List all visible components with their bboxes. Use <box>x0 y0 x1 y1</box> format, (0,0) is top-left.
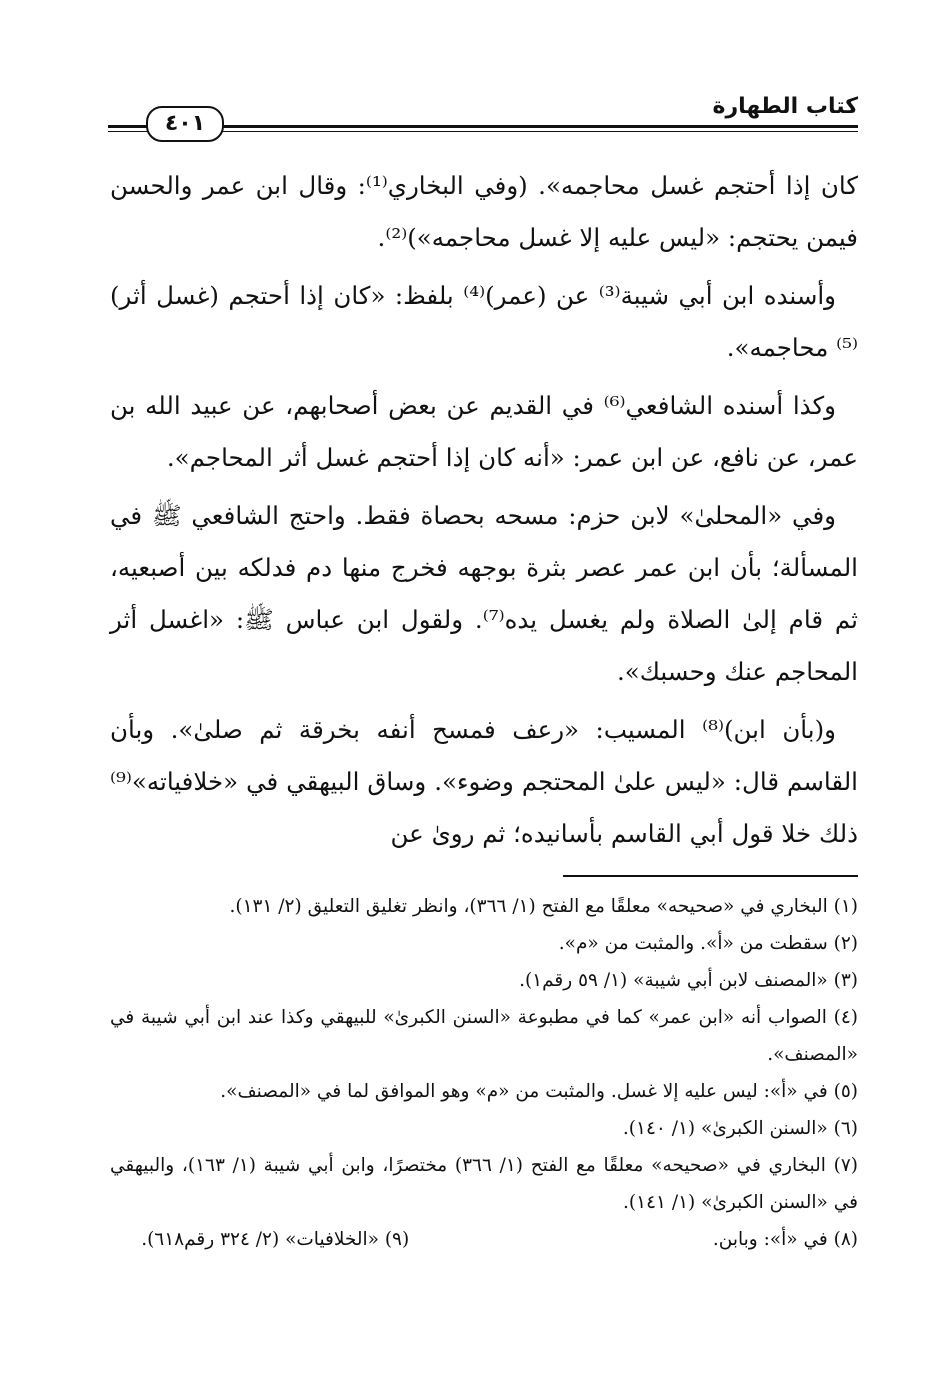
footnote: (٨) في «أ»: وبابن. <box>712 1229 858 1250</box>
footnote: (١) البخاري في «صحيحه» معلقًا مع الفتح (١/ ٣٦٦)، وانظر تغليق التعليق (٢/ ١٣١). <box>229 896 858 917</box>
footnote-pair <box>110 1221 858 1258</box>
footnote: (٦) «السنن الكبرىٰ» (١/ ١٤٠). <box>622 1118 858 1139</box>
footnote: (٢) سقطت من «أ». والمثبت من «م». <box>558 933 858 954</box>
footnote: (٩) «الخلافيات» (٢/ ٣٢٤ رقم٦١٨). <box>141 1229 410 1250</box>
paragraph: وفي «المحلىٰ» لابن حزم: مسحه بحصاة فقط. واحتج الشافعي ﷺ في المسألة؛ بأن ابن عمر عصر بثرة بوجهه فخرج منها دم فدلكه بين أصبعيه، ثم قام إلىٰ الصلاة ولم يغسل يده⁽⁷⁾. ولقول ابن عباس ﷺ: «اغسل أثر المحاجم عنك وحسبك». <box>110 501 859 686</box>
paragraph: و(بأن ابن)⁽⁸⁾ المسيب: «رعف فمسح أنفه بخرقة ثم صلىٰ». وبأن القاسم قال: «ليس علىٰ المحتجم وضوء». وساق البيهقي في «خلافياته»⁽⁹⁾ ذلك خلا قول أبي القاسم بأسانيده؛ ثم روىٰ عن <box>110 715 858 848</box>
page-number: ٤٠١ <box>146 106 224 142</box>
main-text <box>110 160 858 860</box>
footnote: (٣) «المصنف لابن أبي شيبة» (١/ ٥٩ رقم١). <box>519 970 858 991</box>
paragraph: وأسنده ابن أبي شيبة⁽³⁾ عن (عمر)⁽⁴⁾ بلفظ: «كان إذا أحتجم (غسل أثر)⁽⁵⁾ محاجمه». <box>110 281 858 362</box>
footnotes <box>110 888 858 1258</box>
paragraph: وكذا أسنده الشافعي⁽⁶⁾ في القديم عن بعض أصحابهم، عن عبيد الله بن عمر، عن نافع، عن ابن عمر: «أنه كان إذا أحتجم غسل أثر المحاجم». <box>110 391 858 472</box>
footnote: (٤) الصواب أنه «ابن عمر» كما في مطبوعة «السنن الكبرىٰ» للبيهقي وكذا عند ابن أبي شيبة في «المصنف». <box>110 1007 858 1065</box>
paragraph: كان إذا أحتجم غسل محاجمه». (وفي البخاري⁽¹⁾: وقال ابن عمر والحسن فيمن يحتجم: «ليس عليه إلا غسل محاجمه»)⁽²⁾. <box>110 171 858 252</box>
chapter-title: كتاب الطهارة <box>712 94 858 119</box>
page-header <box>108 92 858 136</box>
footnote-separator <box>563 875 858 877</box>
footnote: (٥) في «أ»: ليس عليه إلا غسل. والمثبت من «م» وهو الموافق لما في «المصنف». <box>220 1081 858 1102</box>
footnote: (٧) البخاري في «صحيحه» معلقًا مع الفتح (١/ ٣٦٦) مختصرًا، وابن أبي شيبة (١/ ١٦٣)، والبيهقي في «السنن الكبرىٰ» (١/ ١٤١). <box>110 1155 858 1213</box>
